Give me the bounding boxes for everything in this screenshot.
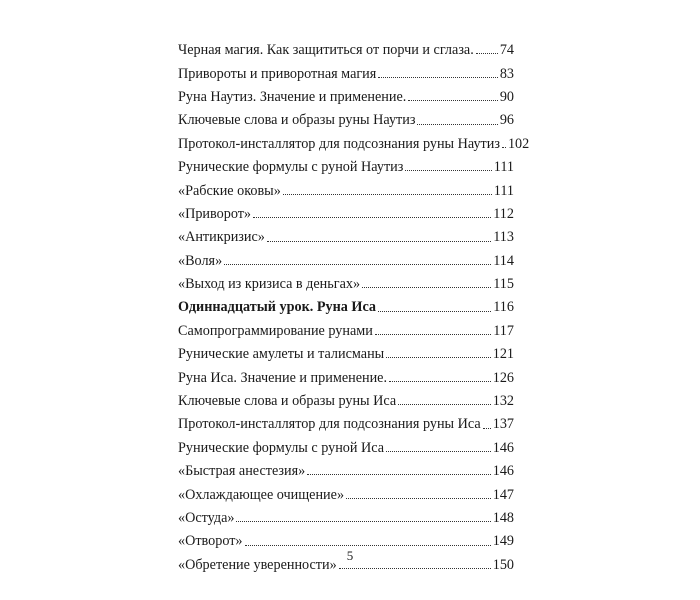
dot-leader — [476, 53, 498, 54]
dot-leader — [408, 100, 497, 101]
toc-entry — [178, 268, 514, 291]
toc-entry — [178, 385, 514, 408]
toc-entry-title: Протокол-инсталлятор для подсознания руны Наутиз — [178, 135, 500, 152]
toc-entry — [178, 338, 514, 361]
toc-entry-title: Черная магия. Как защититься от порчи и сглаза. — [178, 42, 474, 59]
toc-entry-title: «Приворот» — [178, 205, 252, 222]
toc-entry — [178, 198, 514, 221]
toc-entry-page-number: 96 — [499, 112, 514, 129]
dot-leader — [283, 194, 492, 195]
dot-leader — [378, 311, 491, 312]
toc-entry — [178, 221, 514, 244]
toc-entry — [178, 57, 514, 80]
toc-entry-title: «Антикризис» — [178, 229, 265, 246]
toc-entry — [178, 502, 514, 525]
dot-leader — [307, 474, 490, 475]
toc-entry — [178, 478, 514, 501]
toc-entry — [178, 408, 514, 431]
toc-entry — [178, 361, 514, 384]
dot-leader — [224, 264, 491, 265]
toc-entry-title: Руна Иса. Значение и применение. — [178, 369, 388, 386]
toc-entry-page-number: 117 — [493, 322, 514, 339]
toc-entry-page-number: 115 — [493, 276, 514, 293]
dot-leader — [346, 498, 491, 499]
toc-entry-title: Самопрограммирование рунами — [178, 322, 373, 339]
toc-entry-page-number: 149 — [492, 533, 514, 550]
toc-entry-title: Ключевые слова и образы руны Наутиз — [178, 112, 416, 129]
toc-entry-title: Руна Наутиз. Значение и применение. — [178, 88, 407, 105]
toc-entry — [178, 291, 514, 314]
dot-leader — [267, 241, 491, 242]
toc-entry-title: «Отворот» — [178, 533, 243, 550]
dot-leader — [417, 124, 497, 125]
toc-entry — [178, 34, 514, 57]
toc-entry-page-number: 148 — [492, 510, 514, 526]
toc-entry-page-number: 90 — [499, 88, 514, 105]
toc-entry — [178, 315, 514, 338]
dot-leader — [375, 334, 491, 335]
toc-entry-title: Рунические формулы с руной Иса — [178, 439, 385, 456]
toc-entry — [178, 245, 514, 268]
toc-entry — [178, 455, 514, 478]
toc-entry-title: «Выход из кризиса в деньгах» — [178, 276, 361, 293]
toc-entry-page-number: 112 — [493, 205, 514, 222]
toc-entry-title: Рунические амулеты и талисманы — [178, 346, 385, 363]
dot-leader — [389, 381, 491, 382]
dot-leader — [483, 428, 491, 429]
dot-leader — [405, 170, 491, 171]
toc-entry-title: «Обретение уверенности» — [178, 556, 337, 573]
toc-entry-page-number: 114 — [493, 252, 514, 269]
page-number: 5 — [346, 548, 354, 563]
toc-entry-title: «Остуда» — [178, 510, 235, 526]
toc-entry-page-number: 137 — [492, 416, 514, 433]
toc-entry-title: «Быстрая анестезия» — [178, 463, 306, 480]
dot-leader — [236, 521, 490, 522]
toc-entry-page-number: 132 — [492, 393, 514, 410]
toc-entry-page-number: 116 — [493, 299, 514, 316]
toc-entry-page-number: 83 — [499, 65, 514, 82]
toc-entry-title: «Воля» — [178, 252, 223, 269]
toc-entry-page-number: 74 — [499, 42, 514, 59]
toc-entry — [178, 104, 514, 127]
toc-entry-title: Привороты и приворотная магия — [178, 65, 377, 82]
dot-leader — [378, 77, 498, 78]
toc-entry-title: Рунические формулы с руной Наутиз — [178, 159, 404, 176]
toc-entry — [178, 174, 514, 197]
toc-entry — [178, 525, 514, 548]
toc-entry — [178, 151, 514, 174]
dot-leader — [502, 147, 506, 148]
dot-leader — [398, 404, 491, 405]
dot-leader — [253, 217, 491, 218]
toc-entry — [178, 432, 514, 455]
dot-leader — [339, 568, 491, 569]
toc-entry-page-number: 102 — [507, 135, 530, 152]
toc-entry-page-number: 147 — [492, 486, 514, 503]
dot-leader — [245, 545, 491, 546]
toc-entry-title: «Охлаждающее очищение» — [178, 486, 345, 503]
toc-entry-page-number: 146 — [492, 439, 514, 456]
toc-entry-page-number: 150 — [492, 556, 514, 573]
toc-entry-title: «Рабские оковы» — [178, 182, 281, 199]
toc-entry-page-number: 113 — [493, 229, 514, 246]
toc-entry-title: Одиннадцатый урок. Руна Иса — [178, 299, 377, 316]
toc-entry-page-number: 111 — [493, 182, 514, 199]
toc-entry — [178, 128, 530, 152]
table-of-contents — [178, 34, 530, 573]
dot-leader — [386, 451, 491, 452]
dot-leader — [386, 357, 491, 358]
toc-entry-page-number: 121 — [492, 346, 514, 363]
toc-entry-title: Протокол-инсталлятор для подсознания руны Иса — [178, 416, 481, 433]
toc-entry-page-number: 146 — [492, 463, 514, 480]
toc-entry-page-number: 111 — [493, 159, 514, 176]
toc-entry-title: Ключевые слова и образы руны Иса — [178, 393, 397, 410]
toc-entry — [178, 81, 514, 104]
toc-entry-page-number: 126 — [492, 369, 514, 386]
dot-leader — [362, 287, 491, 288]
